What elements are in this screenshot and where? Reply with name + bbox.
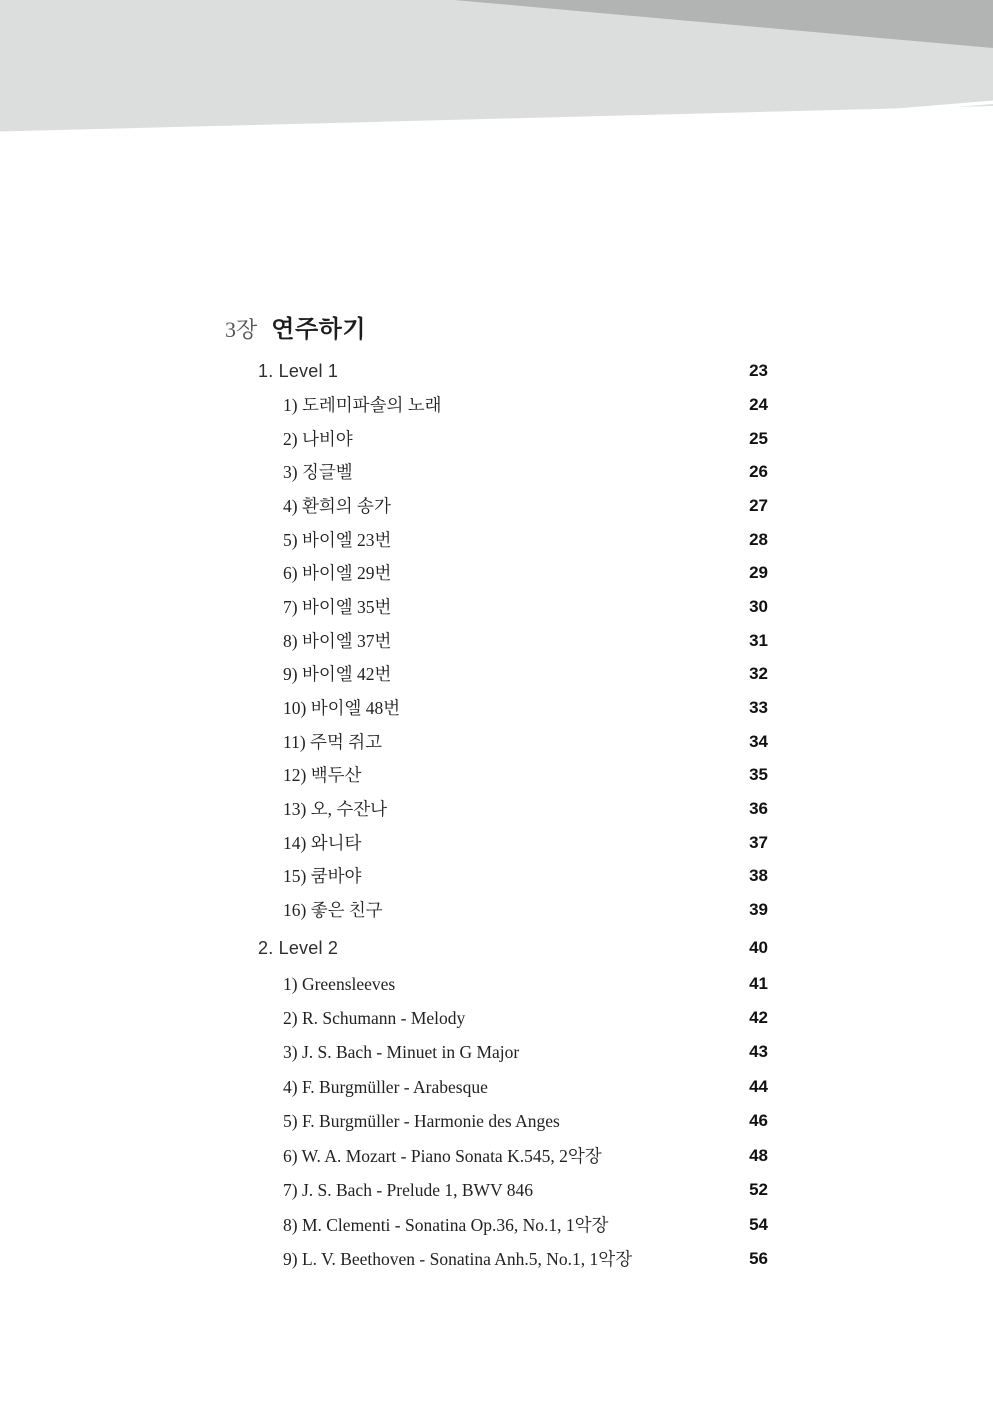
page-number: 36 [749, 799, 768, 818]
toc-row [283, 897, 768, 923]
toc-row [283, 1039, 768, 1065]
toc-row [283, 1143, 768, 1169]
entry-title: 10) 바이엘 48번 [283, 698, 401, 718]
entry-title: 11) 주먹 쥐고 [283, 732, 383, 752]
entry-title: 9) 바이엘 42번 [283, 664, 392, 684]
page-number: 34 [749, 732, 768, 751]
entry-title: 12) 백두산 [283, 765, 362, 785]
entry-title: 7) J. S. Bach - Prelude 1, BWV 846 [283, 1180, 533, 1200]
chapter-number-label: 3장 [225, 317, 258, 342]
page-number: 40 [749, 938, 768, 957]
section-label: 1. Level 1 [258, 361, 339, 381]
page-number: 35 [749, 765, 768, 784]
page-number: 44 [749, 1077, 768, 1096]
toc-row [283, 392, 768, 418]
entry-title: 8) M. Clementi - Sonatina Op.36, No.1, 1악장 [283, 1215, 609, 1235]
page-number: 38 [749, 866, 768, 885]
toc-row [283, 1246, 768, 1272]
page-number: 30 [749, 597, 768, 616]
entry-title: 7) 바이엘 35번 [283, 597, 392, 617]
page-number: 43 [749, 1042, 768, 1061]
entry-title: 13) 오, 수잔나 [283, 799, 388, 819]
toc-row [283, 628, 768, 654]
entry-title: 16) 좋은 친구 [283, 900, 383, 920]
toc-row [283, 1074, 768, 1100]
toc-row [283, 459, 768, 485]
toc-row [283, 729, 768, 755]
entry-title: 4) 환희의 송가 [283, 496, 391, 516]
page-number: 56 [749, 1249, 768, 1268]
entry-title: 2) 나비야 [283, 429, 353, 449]
toc-row [283, 560, 768, 586]
page-number: 52 [749, 1180, 768, 1199]
page-number: 24 [749, 395, 768, 414]
page-number: 46 [749, 1111, 768, 1130]
toc-row [258, 358, 768, 384]
toc-row [283, 661, 768, 687]
toc-row [283, 1177, 768, 1203]
page-number: 54 [749, 1215, 768, 1234]
entry-title: 3) J. S. Bach - Minuet in G Major [283, 1042, 520, 1062]
toc-row [283, 971, 768, 997]
page-number: 28 [749, 530, 768, 549]
section-label: 2. Level 2 [258, 938, 339, 958]
toc-row [283, 527, 768, 553]
entry-title: 14) 와니타 [283, 833, 362, 853]
page-number: 37 [749, 833, 768, 852]
toc-row [258, 935, 768, 961]
entry-title: 1) Greensleeves [283, 974, 396, 994]
page-number: 41 [749, 974, 768, 993]
toc-row [283, 695, 768, 721]
toc-row [283, 1212, 768, 1238]
entry-title: 5) 바이엘 23번 [283, 530, 392, 550]
toc-row [283, 1108, 768, 1134]
toc-row [283, 830, 768, 856]
entry-title: 1) 도레미파솔의 노래 [283, 395, 442, 415]
entry-title: 6) W. A. Mozart - Piano Sonata K.545, 2악장 [283, 1146, 602, 1166]
entry-title: 4) F. Burgmüller - Arabesque [283, 1077, 488, 1097]
page-number: 48 [749, 1146, 768, 1165]
page-number: 32 [749, 664, 768, 683]
entry-title: 15) 쿰바야 [283, 866, 362, 886]
toc-row [283, 1005, 768, 1031]
toc-row [283, 493, 768, 519]
entry-title: 6) 바이엘 29번 [283, 563, 392, 583]
page-number: 26 [749, 462, 768, 481]
toc-row [283, 426, 768, 452]
page-number: 33 [749, 698, 768, 717]
toc-row [283, 762, 768, 788]
page-number: 31 [749, 631, 768, 650]
page-number: 23 [749, 361, 768, 380]
page-number: 29 [749, 563, 768, 582]
toc-row [283, 594, 768, 620]
entry-title: 8) 바이엘 37번 [283, 631, 392, 651]
page-number: 25 [749, 429, 768, 448]
chapter-title: 연주하기 [271, 317, 367, 343]
entry-title: 5) F. Burgmüller - Harmonie des Anges [283, 1111, 560, 1131]
page-number: 27 [749, 496, 768, 515]
chapter-heading [225, 315, 366, 345]
entry-title: 9) L. V. Beethoven - Sonatina Anh.5, No.1, 1악장 [283, 1249, 633, 1269]
toc-row [283, 863, 768, 889]
toc-row [283, 796, 768, 822]
page-number: 39 [749, 900, 768, 919]
page-number: 42 [749, 1008, 768, 1027]
entry-title: 2) R. Schumann - Melody [283, 1008, 466, 1028]
entry-title: 3) 징글벨 [283, 462, 353, 482]
